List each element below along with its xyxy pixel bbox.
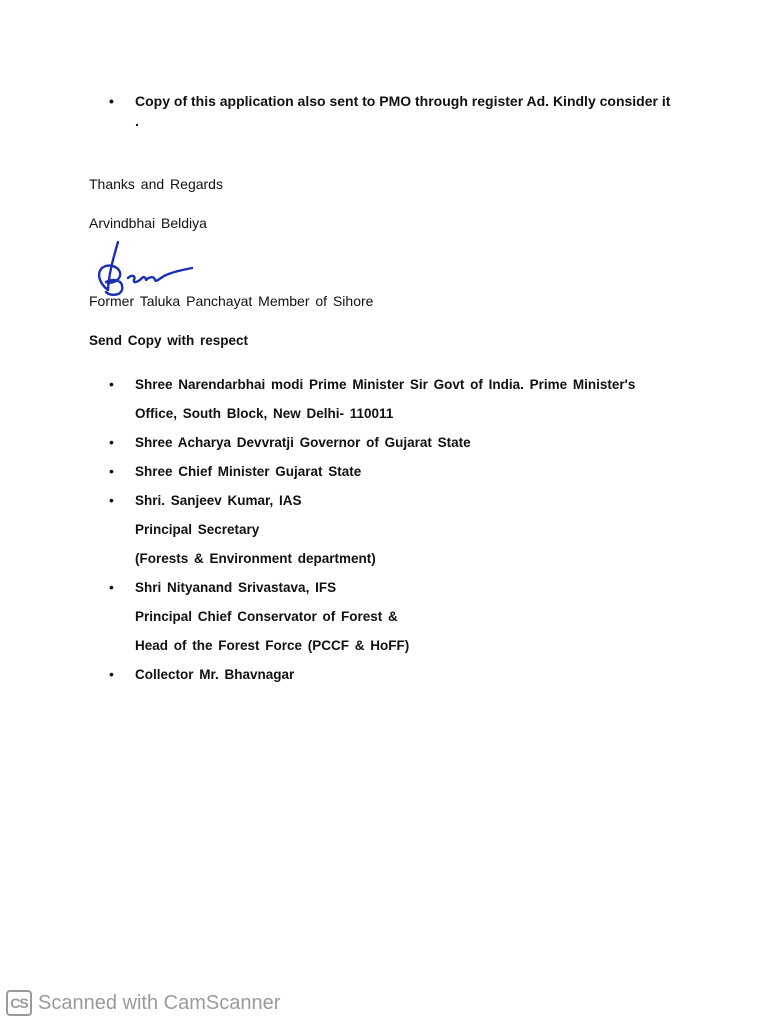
- camscanner-watermark-text: Scanned with CamScanner: [38, 991, 281, 1014]
- copy-recipient-item: [109, 428, 709, 457]
- handwritten-signature: [92, 238, 197, 300]
- copy-recipient-item: [109, 660, 709, 689]
- bullet-icon: •: [109, 376, 114, 392]
- copy-recipient-line: Collector Mr. Bhavnagar: [135, 667, 295, 682]
- copy-recipients-list: [109, 370, 709, 689]
- camscanner-logo-icon: CS: [6, 990, 32, 1016]
- copy-recipient-line: Shri Nityanand Srivastava, IFS: [135, 580, 337, 595]
- camscanner-watermark: [6, 988, 280, 1018]
- copy-recipient-line: (Forests & Environment department): [135, 551, 376, 566]
- copy-recipient-item: [109, 457, 709, 486]
- send-copy-heading: Send Copy with respect: [89, 333, 249, 348]
- copy-recipient-line: Principal Chief Conservator of Forest &: [135, 609, 398, 624]
- bullet-icon: •: [109, 463, 114, 479]
- sender-name: Arvindbhai Beldiya: [89, 215, 207, 231]
- copy-recipient-line: Shree Chief Minister Gujarat State: [135, 464, 362, 479]
- copy-recipient-item: [109, 573, 709, 660]
- bullet-icon: •: [109, 579, 114, 595]
- copy-recipient-line: Shree Acharya Devvratji Governor of Gujarat State: [135, 435, 471, 450]
- pmo-copy-note-text: Copy of this application also sent to PMO through register Ad. Kindly consider it: [135, 93, 671, 109]
- bullet-icon: •: [109, 434, 114, 450]
- copy-recipient-line: Head of the Forest Force (PCCF & HoFF): [135, 638, 410, 653]
- bullet-icon: •: [109, 93, 114, 109]
- thanks-regards: Thanks and Regards: [89, 176, 223, 192]
- copy-recipient-line: Shree Narendarbhai modi Prime Minister Sir Govt of India. Prime Minister's: [135, 377, 636, 392]
- bullet-icon: •: [109, 492, 114, 508]
- copy-recipient-line: Shri. Sanjeev Kumar, IAS: [135, 493, 302, 508]
- copy-recipient-line: Office, South Block, New Delhi- 110011: [135, 406, 394, 421]
- copy-recipient-line: Principal Secretary: [135, 522, 260, 537]
- bullet-icon: •: [109, 666, 114, 682]
- copy-recipient-item: [109, 486, 709, 573]
- sender-title: Former Taluka Panchayat Member of Sihore: [89, 293, 374, 309]
- copy-recipient-item: [109, 370, 709, 428]
- pmo-copy-note-trailing: .: [135, 113, 139, 129]
